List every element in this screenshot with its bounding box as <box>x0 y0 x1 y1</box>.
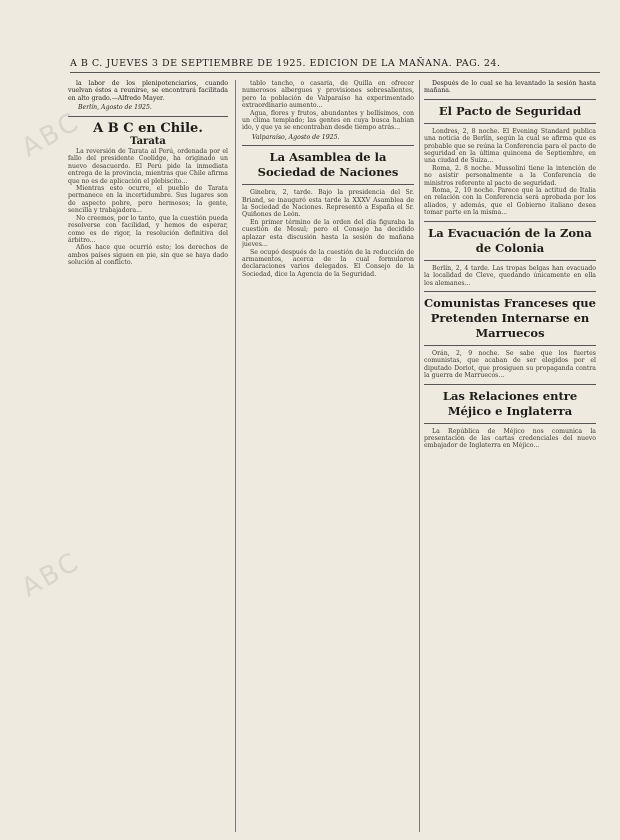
paragraph: Mientras esto ocurre, el pueblo de Tarata permanece en la incertidumbre. Sus lugares son de aspecto pobre, pero hermosos; la gente, sencilla y trabajadora... <box>68 185 228 215</box>
paragraph: No creemos, por lo tanto, que la cuestión pueda resolverse con facilidad, y hemos de esperar, como es de rigor, la resolución definitiva del árbitro... <box>68 214 228 244</box>
paragraph: Años hace que ocurrió esto; los derechos de ambos países siguen en pie, sin que se haya dado solución al conflicto. <box>68 244 228 267</box>
divider <box>424 423 596 424</box>
paragraph: Orán, 2, 9 noche. Se sabe que los fuertes comunistas, que acaban de ser elegidos por el diputado Doriot, que prosiguen su propaganda contra la guerra de Marruecos... <box>424 349 596 380</box>
column-3 <box>424 80 596 832</box>
column-rule <box>419 80 420 832</box>
article-title: A B C en Chile. <box>93 120 203 136</box>
watermark: ABC <box>16 106 86 164</box>
column-rule <box>235 80 236 832</box>
divider <box>424 99 596 100</box>
paragraph: En primer término de la orden del día figuraba la cuestión de Mosul; pero el Consejo ha decidido aplazar esta discusión hasta la sesión de mañana jueves... <box>242 218 414 249</box>
article-title: El Pacto de Seguridad <box>438 103 582 118</box>
paragraph: Roma, 2, 10 noche. Parece que la actitud de Italia en relación con la Conferencia será aprobada por los aliados, y además, que el Gobierno italiano desea tomar parte en la misma... <box>424 187 596 217</box>
paragraph: tablo tancho, o casaría, de Quilla en ofrecer numerosos albergues y provisiones sobresalientes, pero la población de Valparaíso ha experimentado extraordinario aumento... <box>242 80 414 110</box>
divider <box>68 116 228 117</box>
article-title: Comunistas Franceses que Pretenden Internarse en Marruecos <box>424 295 596 340</box>
article-title: Las Relaciones entre Méjico e Inglaterra <box>442 388 578 418</box>
column-1 <box>68 80 228 832</box>
divider <box>424 345 596 346</box>
article-title: La Asamblea de la Sociedad de Naciones <box>257 150 399 180</box>
column-2 <box>242 80 414 832</box>
paragraph: La República de Méjico nos comunica la presentación de las cartas credenciales del nuevo embajador de Inglaterra en Méjico... <box>424 427 596 450</box>
article-title: La Evacuación de la Zona de Colonia <box>428 225 592 255</box>
divider <box>424 260 596 261</box>
paragraph: Londres, 2, 8 noche. El Evening Standard publica una noticia de Berlín, según la cual se afirma que es probable que se reúna la Conferencia para el pacto de seguridad en la última quincena de Septiembre, en una ciudad de Suiza... <box>424 127 596 165</box>
paragraph: La reversión de Tarata al Perú, ordenada por el fallo del presidente Coolidge, ha originado un nuevo desacuerdo. El Perú pide la inmediata entrega de la provincia, mientras que Chile afirma que no es de aplicación el plebiscito... <box>68 148 228 185</box>
article-subtitle: Tarata <box>130 135 166 147</box>
dateline: Valparaíso, Agosto de 1925. <box>252 133 340 141</box>
divider <box>242 145 414 146</box>
paragraph: Después de lo cual se ha levantado la sesión hasta mañana. <box>424 80 596 95</box>
paragraph: Agua, flores y frutos, abundantes y bellísimos, con un clima templado; las gentes en cuya busca habían ido, y que ya se encontraban desde tiempo atrás... <box>242 109 414 132</box>
paragraph: Berlín, 2, 4 tarde. Las tropas belgas han evacuado la localidad de Cleve, quedando únicamente en ella los alemanes... <box>424 264 596 287</box>
watermark: ABC <box>16 546 86 604</box>
divider <box>424 291 596 292</box>
divider <box>424 221 596 222</box>
paragraph: Se ocupó después de la cuestión de la reducción de armamentos, acerca de la cual formularon declaraciones varios delegados. El Consejo de la Sociedad, dice la Agencia de la Seguridad. <box>242 248 414 278</box>
paragraph: la labor de los plenipotenciarios, cuando vuelvan éstos a reunirse, se encontrará facilitada en alto grado.—Alfredo Mayer. <box>68 80 228 102</box>
divider <box>424 384 596 385</box>
masthead: A B C. JUEVES 3 DE SEPTIEMBRE DE 1925. EDICION DE LA MAÑANA. PAG. 24. <box>70 58 600 73</box>
divider <box>242 184 414 185</box>
divider <box>424 123 596 124</box>
dateline: Berlín, Agosto de 1925. <box>78 104 152 112</box>
paragraph: Ginebra, 2, tarde. Bajo la presidencia del Sr. Briand, se inauguró esta tarde la XXXV Asamblea de la Sociedad de Naciones. Representó a España el Sr. Quiñones de León. <box>242 189 414 219</box>
paragraph: Roma, 2. 8 noche. Mussolini tiene la intención de no asistir personalmente a la Conferencia de ministros referente al pacto de seguridad. <box>424 164 596 187</box>
